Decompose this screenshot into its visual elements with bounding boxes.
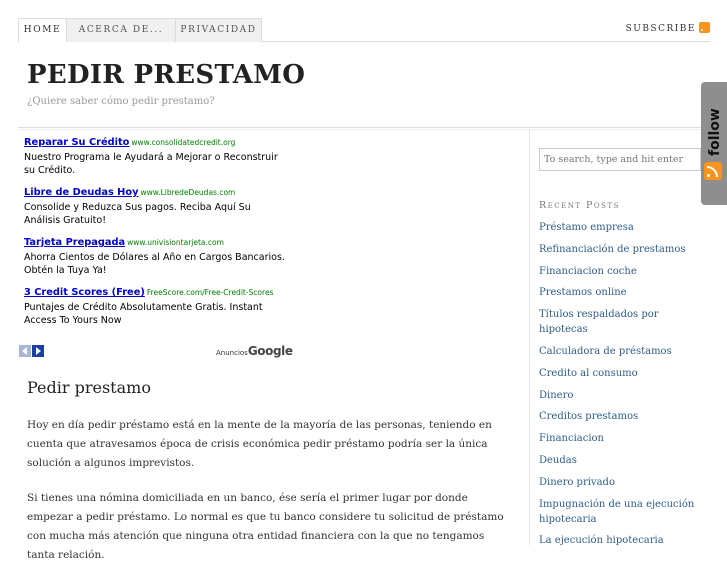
post-paragraph: Si tienes una nómina domiciliada en un banco, ése sería el primer lugar por donde empezar a pedir préstamo. Lo normal es que tu banco considere tu solicitud de préstamo con mucha más atención que ninguna otra entidad financiera con la que no tengamos tanta relación. [27, 492, 504, 561]
recent-posts-heading: Recent Posts [539, 200, 620, 211]
recent-post-link[interactable]: Calculadora de préstamos [539, 345, 672, 357]
site-tagline: ¿Quiere saber cómo pedir prestamo? [27, 96, 215, 107]
ad-item [24, 186, 294, 227]
follow-tab[interactable] [701, 82, 727, 205]
recent-post-link[interactable]: Credito al consumo [539, 367, 638, 379]
follow-text: follow [707, 108, 723, 156]
recent-post-link[interactable]: Préstamo empresa [539, 222, 634, 233]
ad-url[interactable]: www.LibredeDeudas.com [140, 188, 236, 197]
search-input[interactable] [539, 148, 701, 171]
recent-post-link[interactable]: Refinanciación de prestamos [539, 243, 686, 255]
recent-post-link[interactable]: Impugnación de una ejecución hipotecaria [539, 498, 695, 525]
rss-icon [699, 22, 710, 33]
ad-description: Ahorra Cientos de Dólares al Año en Cargos Bancarios. Obtén la Tuya Ya! [24, 252, 285, 276]
recent-posts-list [539, 220, 709, 555]
follow-label [703, 90, 725, 162]
ad-url[interactable]: FreeScore.com/Free-Credit-Scores [146, 288, 274, 297]
tab-acerca-de[interactable]: ACERCA DE... [66, 18, 176, 42]
post-title[interactable]: Pedir prestamo [27, 378, 151, 397]
rss-icon[interactable] [704, 162, 722, 180]
recent-post-link[interactable]: La ejecución hipotecaria [539, 535, 664, 547]
ad-url[interactable]: www.consolidatedcredit.org [131, 138, 236, 147]
chevron-right-icon[interactable] [32, 345, 44, 357]
recent-post-link[interactable]: Financiacion coche [539, 265, 637, 277]
ad-title-link[interactable]: Tarjeta Prepagada [24, 237, 126, 248]
tab-home[interactable]: HOME [18, 18, 67, 43]
post-body [27, 416, 512, 581]
ads-by-label: Anuncios [216, 349, 248, 357]
ad-description: Consolide y Reduzca Sus pagos. Reciba Aquí Su Análisis Gratuito! [24, 202, 251, 226]
top-nav [18, 18, 710, 42]
header-divider [18, 127, 727, 130]
ad-block [24, 136, 294, 336]
ad-navigation [19, 342, 45, 361]
site-title[interactable]: PEDIR PRESTAMO [27, 60, 306, 90]
recent-post-link[interactable]: Títulos respaldados por hipotecas [539, 309, 659, 336]
sidebar-divider [529, 130, 530, 545]
chevron-left-icon[interactable] [19, 345, 31, 357]
post-paragraph: Hoy en día pedir préstamo está en la mente de la mayoría de las personas, teniendo en cuenta que atravesamos época de crisis económica pedir préstamo podría ser la única solución a algunos imprevistos. [27, 419, 492, 469]
ad-item [24, 286, 294, 327]
google-logo: Google [247, 344, 293, 358]
recent-post-link[interactable]: Dinero privado [539, 476, 615, 488]
recent-post-link[interactable]: Deudas [539, 454, 577, 466]
ad-item [24, 136, 294, 177]
ad-url[interactable]: www.univisiontarjeta.com [127, 238, 224, 247]
recent-post-link[interactable]: Dinero [539, 389, 574, 401]
ad-title-link[interactable]: Libre de Deudas Hoy [24, 187, 139, 198]
recent-post-link[interactable]: Creditos prestamos [539, 411, 639, 423]
ads-by-google[interactable] [216, 340, 293, 359]
tab-privacidad[interactable]: PRIVACIDAD [175, 18, 262, 42]
recent-post-link[interactable]: Prestamos online [539, 287, 627, 299]
ad-description: Puntajes de Crédito Absolutamente Gratis. Instant Access To Yours Now [24, 302, 263, 326]
ad-description: Nuestro Programa le Ayudará a Mejorar o Reconstruir su Crédito. [24, 152, 278, 176]
subscribe-link[interactable] [626, 18, 710, 42]
ad-item [24, 236, 294, 277]
recent-post-link[interactable]: Financiacion [539, 433, 604, 445]
ad-title-link[interactable]: 3 Credit Scores (Free) [24, 287, 145, 298]
subscribe-label: SUBSCRIBE [625, 24, 696, 34]
ad-title-link[interactable]: Reparar Su Crédito [24, 137, 130, 148]
